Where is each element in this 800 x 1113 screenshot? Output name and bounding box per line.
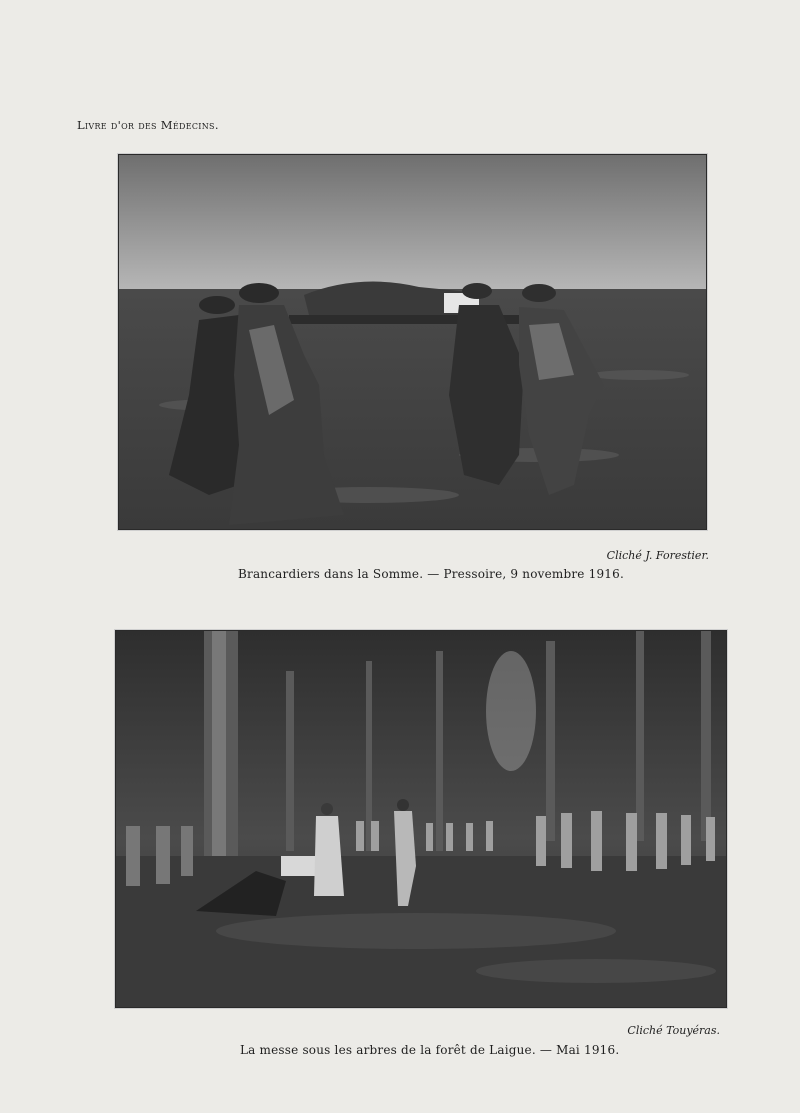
photo-forest-mass-image xyxy=(116,631,726,1007)
photo-forest-mass xyxy=(115,630,727,1008)
photo-caption-2: La messe sous les arbres de la forêt de Laigue. — Mai 1916. xyxy=(240,1043,620,1057)
photo-stretcher-bearers xyxy=(118,154,707,530)
photo-stretcher-bearers-image xyxy=(119,155,706,529)
photo-credit-1: Cliché J. Forestier. xyxy=(606,549,709,562)
photo-credit-2: Cliché Touyéras. xyxy=(627,1024,720,1037)
running-head: Livre d'or des Médecins. xyxy=(77,118,219,132)
photo-caption-1: Brancardiers dans la Somme. — Pressoire, 9 novembre 1916. xyxy=(238,567,624,581)
